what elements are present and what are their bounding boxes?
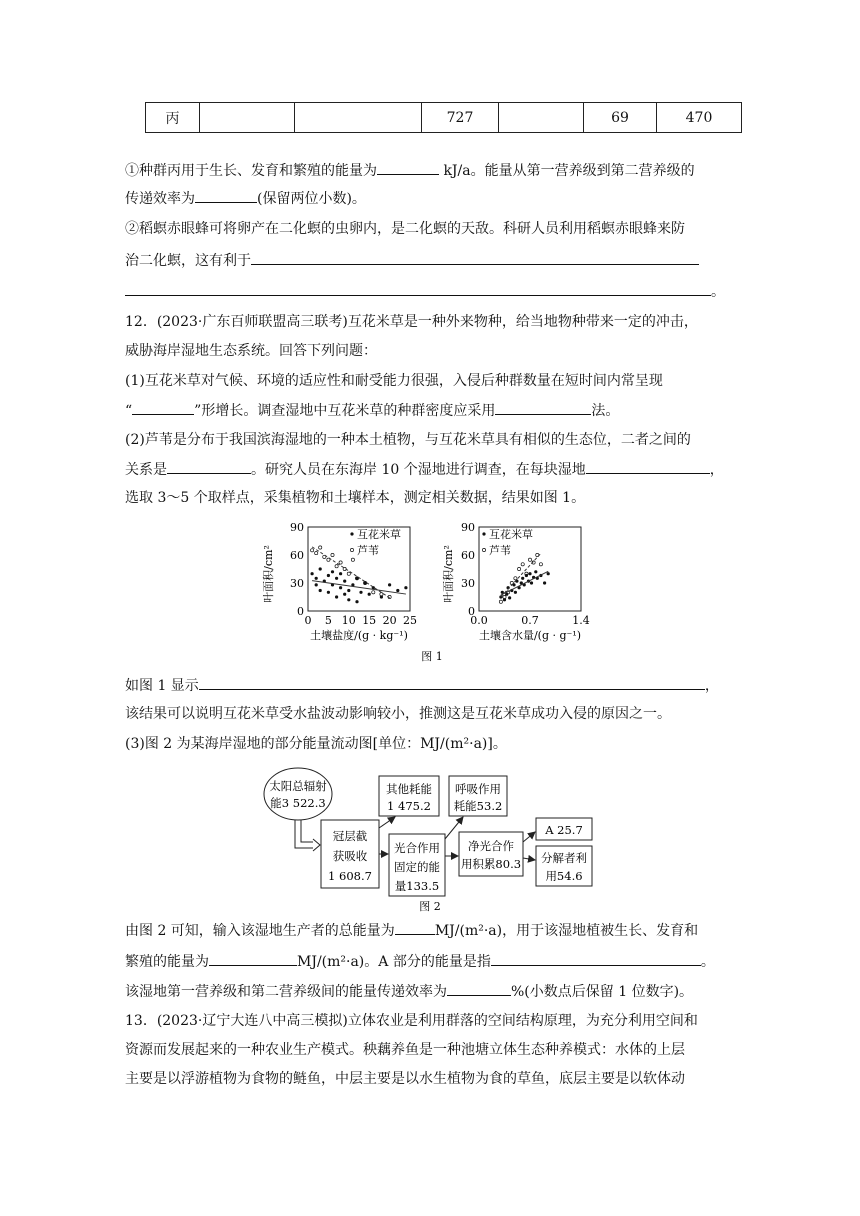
chart-salinity <box>262 521 417 642</box>
table-cell-label: 丙 <box>146 103 200 133</box>
figure-2 <box>255 764 605 914</box>
text: 传递效率为 <box>125 191 195 207</box>
data-point <box>339 586 342 589</box>
data-point <box>343 580 346 583</box>
table-cell-empty <box>200 103 295 133</box>
q12-line-7: 选取 3～5 个取样点，采集植物和土壤样本，测定相关数据，结果如图 1。 <box>125 490 586 506</box>
text: 繁殖的能量为 <box>125 954 209 970</box>
data-point <box>521 563 524 566</box>
data-point <box>372 591 375 594</box>
answer-blank[interactable] <box>377 160 439 175</box>
y-tick-label: 30 <box>290 577 304 590</box>
node-label: 能3 522.3 <box>270 796 326 810</box>
text: 该湿地第一营养级和第二营养级间的能量传递效率为 <box>125 984 447 1000</box>
text: 。研究人员在东海岸 10 个湿地进行调查，在每块湿地 <box>251 462 586 478</box>
data-point <box>499 600 502 603</box>
data-point <box>311 549 314 552</box>
figure-caption: 图 2 <box>419 900 441 913</box>
text: “ <box>125 403 133 419</box>
y-ticks <box>290 521 304 618</box>
text: 如图 1 显示 <box>125 678 199 694</box>
data-point <box>514 577 517 580</box>
answer-blank[interactable] <box>447 981 511 996</box>
y-tick-label: 0 <box>468 605 475 618</box>
answer-blank[interactable] <box>195 188 257 203</box>
q11-line-2 <box>125 188 366 209</box>
answer-blank[interactable] <box>491 951 701 966</box>
answer-blank[interactable] <box>395 920 435 935</box>
y-tick-label: 90 <box>290 521 304 534</box>
q13-line-2: 资源而发展起来的一种农业生产模式。秧藕养鱼是一种池塘立体生态种养模式：水体的上层 <box>125 1042 685 1058</box>
q12-line-12 <box>125 951 715 972</box>
trend-line <box>312 581 406 594</box>
answer-blank[interactable] <box>132 400 194 415</box>
data-point <box>347 589 350 592</box>
q11-line-4 <box>125 250 699 271</box>
data-point <box>319 567 322 570</box>
node-label: 光合作用 <box>394 841 440 855</box>
legend-dot-icon <box>350 532 353 535</box>
legend-circle-icon <box>350 548 353 551</box>
text: 由图 2 可知，输入该湿地生产者的总能量为 <box>125 923 395 939</box>
answer-blank[interactable] <box>167 459 251 474</box>
text: 关系是 <box>125 462 167 478</box>
data-point <box>528 558 531 561</box>
table-cell-value: 727 <box>422 103 499 133</box>
data-point <box>521 577 524 580</box>
legend-label: 互花米草 <box>489 528 533 541</box>
q12-line-2: 威胁海岸湿地生态系统。回答下列问题： <box>125 343 377 359</box>
node-label: 量133.5 <box>394 879 440 893</box>
q12-line-1: 12．(2023·广东百师联盟高三联考)互花米草是一种外来物种，给当地物种带来一定的冲击， <box>125 314 698 330</box>
data-point <box>347 598 350 601</box>
flow-arrow <box>301 820 313 842</box>
data-point <box>339 572 342 575</box>
legend-label: 芦苇 <box>489 544 511 557</box>
flow-arrow <box>523 832 535 842</box>
chart-water-content <box>441 521 590 642</box>
data-point <box>543 581 546 584</box>
arrow-head-icon <box>313 839 320 851</box>
trend-line <box>501 553 541 597</box>
x-tick-label: 5 <box>324 614 332 627</box>
figure-caption: 图 1 <box>421 650 443 663</box>
node-label: 呼吸作用 <box>455 782 501 796</box>
legend-label: 互花米草 <box>357 528 401 541</box>
text: 法。 <box>591 403 620 419</box>
data-points <box>499 553 550 603</box>
legend-circle-icon <box>482 548 485 551</box>
data-point <box>355 600 358 603</box>
energy-table <box>145 102 742 133</box>
x-axis-label: 土壤盐度/(g · kg⁻¹) <box>310 629 408 642</box>
data-point <box>351 558 354 561</box>
table-cell-empty <box>499 103 584 133</box>
text: (保留两位小数)。 <box>257 191 366 207</box>
node-label: 其他耗能 <box>386 782 432 796</box>
table-cell-value: 470 <box>657 103 742 133</box>
text: ”形增长。调查湿地中互花米草的种群密度应采用 <box>194 403 496 419</box>
x-tick-label: 20 <box>382 614 397 627</box>
text: ①种群丙用于生长、发育和繁殖的能量为 <box>125 163 377 179</box>
sun-radiation-node <box>264 768 332 820</box>
q12-line-3: (1)互花米草对气候、环境的适应性和耐受能力很强，入侵后种群数量在短时间内常呈现 <box>125 373 663 389</box>
answer-blank[interactable] <box>209 951 297 966</box>
q13-line-1: 13．(2023·辽宁大连八中高三模拟)立体农业是利用群落的空间结构原理，为充分利用空间和 <box>125 1013 698 1029</box>
x-tick-label: 1.4 <box>572 614 590 627</box>
q11-line-3: ②稻螟赤眼蜂可将卵产在二化螟的虫卵内，是二化螟的天敌。科研人员利用稻螟赤眼蜂来防 <box>125 221 685 237</box>
text: kJ/a。能量从第一营养级到第二营养级的 <box>443 163 695 179</box>
node-label: 冠层截 <box>332 829 368 843</box>
data-point <box>503 595 506 598</box>
data-point <box>327 591 330 594</box>
data-point <box>343 593 346 596</box>
data-point <box>335 577 338 580</box>
q12-line-10: (3)图 2 为某海岸湿地的部分能量流动图[单位：MJ/(m²·a)]。 <box>125 736 507 752</box>
x-tick-label: 0 <box>304 614 312 627</box>
text: MJ/(m²·a)。A 部分的能量是指 <box>297 954 491 970</box>
x-ticks <box>470 614 590 627</box>
y-ticks <box>461 521 475 618</box>
x-ticks <box>305 614 418 627</box>
y-tick-label: 0 <box>297 605 304 618</box>
data-point <box>331 553 334 556</box>
y-tick-label: 60 <box>290 549 304 562</box>
data-point <box>380 593 383 596</box>
data-point <box>335 565 338 568</box>
flow-arrow <box>295 820 313 848</box>
y-axis-label: 叶面积/cm² <box>442 545 455 603</box>
y-tick-label: 30 <box>461 577 475 590</box>
x-tick-label: 0.7 <box>521 614 539 627</box>
answer-blank[interactable] <box>251 250 699 265</box>
text: 。 <box>700 954 715 970</box>
x-tick-label: 0.0 <box>470 614 488 627</box>
data-point <box>534 570 537 573</box>
flow-arrow <box>379 817 395 828</box>
x-tick-label: 25 <box>403 614 417 627</box>
data-point <box>539 563 542 566</box>
data-point <box>347 572 350 575</box>
x-axis-label: 土壤含水量/(g · g⁻¹) <box>478 629 582 642</box>
node-label: 固定的能 <box>394 860 440 874</box>
legend-label: 芦苇 <box>357 544 379 557</box>
text: MJ/(m²·a)，用于该湿地植被生长、发育和 <box>434 923 699 939</box>
q12-line-4 <box>125 400 619 421</box>
table-row <box>146 103 742 133</box>
data-point <box>547 572 550 575</box>
q11-line-5 <box>125 281 725 302</box>
data-point <box>327 574 330 577</box>
data-point <box>388 583 391 586</box>
table-cell-value: 69 <box>584 103 657 133</box>
data-point <box>335 595 338 598</box>
trend-lines <box>501 553 548 597</box>
node-label: A 25.7 <box>545 823 583 837</box>
answer-blank[interactable] <box>495 400 591 415</box>
q13-line-3: 主要是以浮游植物为食物的鲢鱼，中层主要是以水生植物为食的草鱼，底层主要是以软体动 <box>125 1071 685 1087</box>
text: ， <box>704 678 719 694</box>
q12-line-9: 该结果可以说明互花米草受水盐波动影响较小，推测这是互花米草成功入侵的原因之一。 <box>125 706 671 722</box>
node-label: 净光合作 <box>468 839 514 853</box>
node-label: 1 475.2 <box>387 799 431 813</box>
node-label: 耗能53.2 <box>453 799 503 813</box>
data-point <box>315 577 318 580</box>
text: %(小数点后保留 1 位数字)。 <box>511 984 694 1000</box>
node-label: 太阳总辐射 <box>269 779 327 793</box>
figure-1 <box>262 518 602 664</box>
data-point <box>319 589 322 592</box>
data-point <box>339 561 342 564</box>
q12-line-5: (2)芦苇是分布于我国滨海湿地的一种本土植物，与互花米草具有相似的生态位，二者之间的 <box>125 432 691 448</box>
data-point <box>319 546 322 549</box>
y-axis-label: 叶面积/cm² <box>262 545 275 603</box>
data-point <box>508 596 511 599</box>
node-label: 1 608.7 <box>328 869 372 883</box>
x-tick-label: 10 <box>341 614 356 627</box>
data-point <box>311 572 314 575</box>
data-point <box>368 593 371 596</box>
data-point <box>315 552 318 555</box>
data-point <box>518 567 521 570</box>
y-tick-label: 60 <box>461 549 475 562</box>
text: 治二化螟，这有利于 <box>125 253 251 269</box>
node-label: 获吸收 <box>332 849 368 863</box>
answer-blank[interactable] <box>199 675 705 690</box>
q12-line-11 <box>125 920 698 941</box>
y-tick-label: 90 <box>461 521 475 534</box>
legend-dot-icon <box>482 532 485 535</box>
data-point <box>315 583 318 586</box>
table-cell-empty <box>295 103 422 133</box>
trend-line <box>501 571 548 595</box>
text: ， <box>709 462 724 478</box>
flow-arrow <box>523 858 535 860</box>
q12-line-8 <box>125 675 719 696</box>
data-point <box>514 591 517 594</box>
data-point <box>359 591 362 594</box>
x-tick-label: 15 <box>362 614 377 627</box>
q11-line-1 <box>125 160 695 181</box>
data-point <box>404 586 407 589</box>
data-point <box>530 581 533 584</box>
answer-blank[interactable] <box>125 281 711 296</box>
q12-line-6 <box>125 459 724 480</box>
q12-line-13 <box>125 981 693 1002</box>
data-point <box>396 589 399 592</box>
node-label: 用54.6 <box>545 869 583 883</box>
data-point <box>528 572 531 575</box>
node-label: 用积累80.3 <box>460 857 522 871</box>
data-point <box>331 570 334 573</box>
text: 。 <box>711 284 725 300</box>
node-label: 分解者利 <box>541 851 587 865</box>
answer-blank[interactable] <box>586 459 710 474</box>
